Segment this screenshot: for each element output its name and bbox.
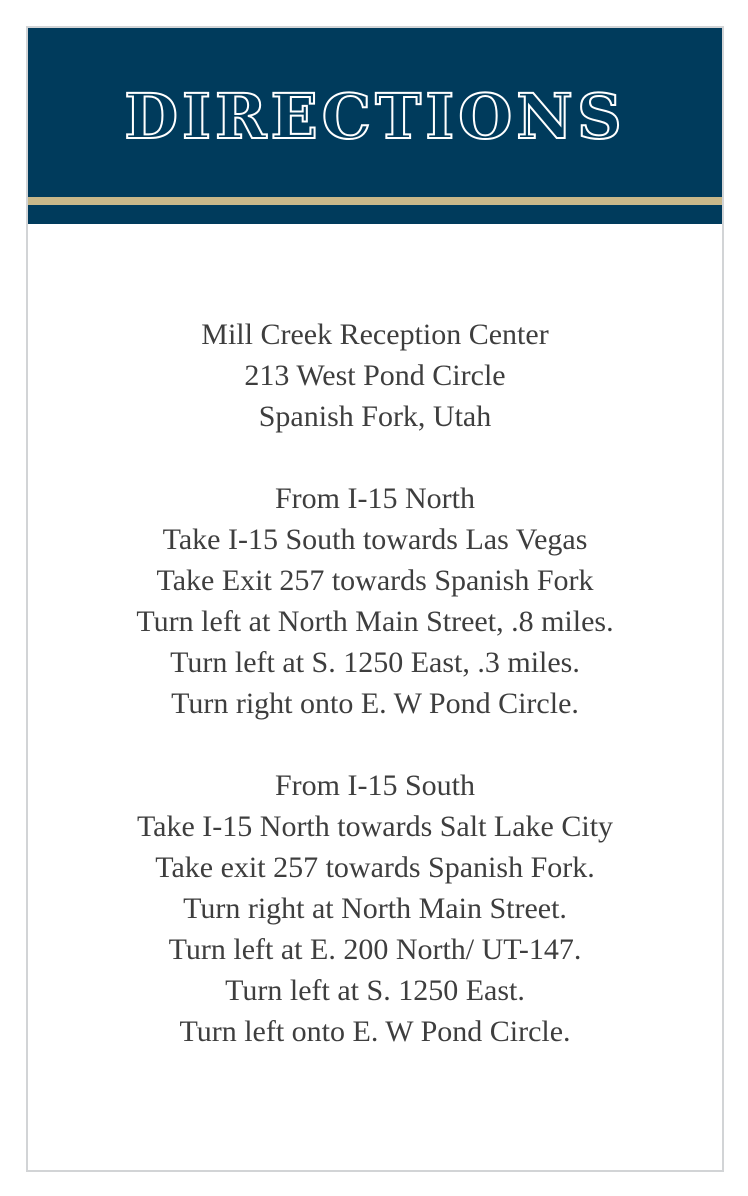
directions-card (26, 26, 724, 1172)
direction-step: Take exit 257 towards Spanish Fork. (155, 851, 595, 884)
direction-step: Turn right at North Main Street. (183, 892, 567, 925)
from-north-block (28, 478, 722, 724)
venue-name: Mill Creek Reception Center (201, 318, 549, 351)
header-banner (28, 28, 722, 224)
from-north-heading: From I-15 North (275, 482, 475, 515)
city-state: Spanish Fork, Utah (258, 400, 492, 433)
directions-content (28, 314, 722, 1093)
from-south-block (28, 765, 722, 1052)
from-south-heading: From I-15 South (274, 769, 475, 802)
page-title: DIRECTIONS (124, 80, 626, 153)
direction-step: Turn left at S. 1250 East. (225, 974, 525, 1007)
direction-step: Turn right onto E. W Pond Circle. (171, 687, 579, 720)
street-address: 213 West Pond Circle (244, 359, 506, 392)
direction-step: Turn left at E. 200 North/ UT-147. (168, 933, 582, 966)
direction-step: Turn left onto E. W Pond Circle. (179, 1015, 571, 1048)
direction-step: Turn left at S. 1250 East, .3 miles. (170, 646, 580, 679)
direction-step: Turn left at North Main Street, .8 miles. (136, 605, 614, 638)
address-block (28, 314, 722, 437)
accent-band (28, 197, 722, 205)
direction-step: Take Exit 257 towards Spanish Fork (156, 564, 594, 597)
direction-step: Take I-15 North towards Salt Lake City (136, 810, 614, 843)
direction-step: Take I-15 South towards Las Vegas (162, 523, 588, 556)
